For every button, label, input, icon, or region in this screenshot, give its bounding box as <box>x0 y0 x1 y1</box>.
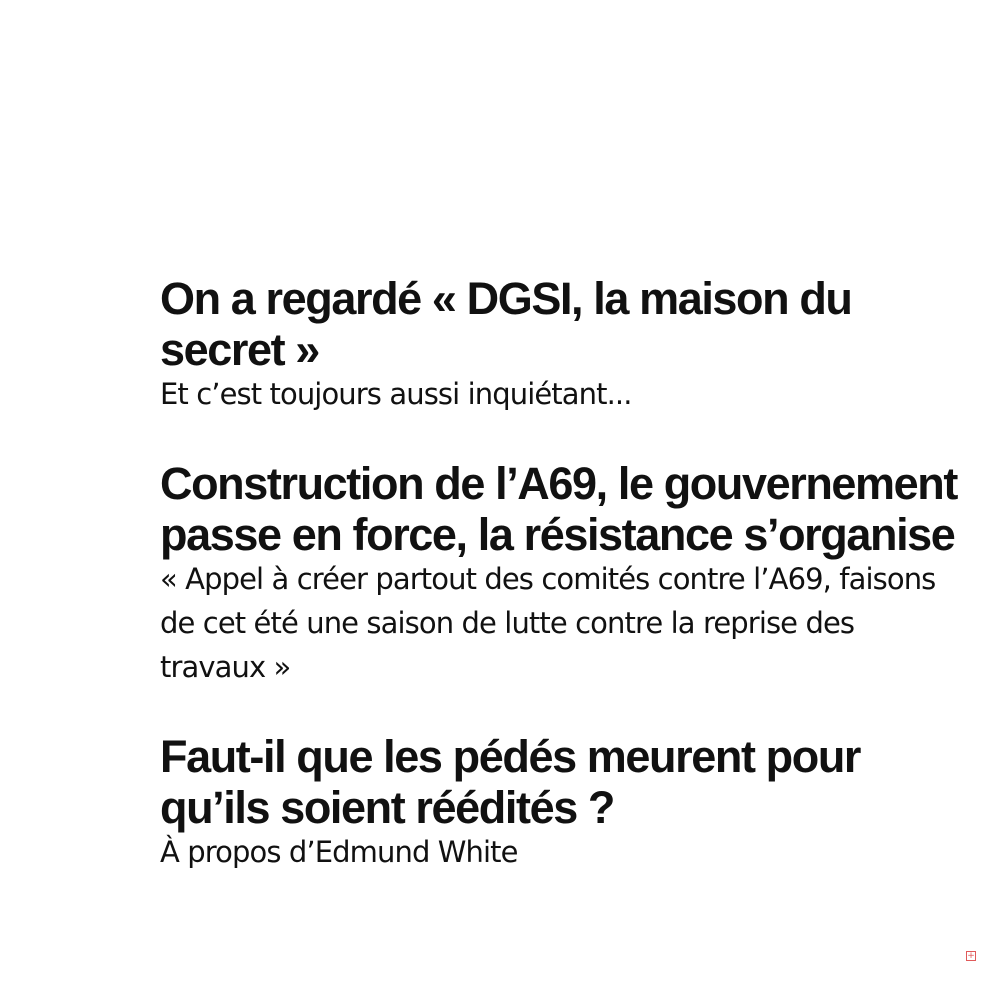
article-subtitle: À propos d’Edmund White <box>160 835 518 869</box>
expand-icon[interactable]: + <box>967 951 975 961</box>
article-item[interactable] <box>160 273 960 416</box>
article-title[interactable]: Construction de l’A69, le gouvernement passe en force, la résistance s’organise <box>160 458 957 560</box>
article-item[interactable] <box>160 458 960 689</box>
article-item[interactable] <box>160 731 960 874</box>
article-title[interactable]: On a regardé « DGSI, la maison du secret » <box>160 273 852 375</box>
article-title[interactable]: Faut-il que les pédés meurent pour qu’ils soient réédités ? <box>160 731 861 833</box>
article-subtitle: « Appel à créer partout des comités contre l’A69, faisons de cet été une saison de lutte contre la reprise des travaux » <box>160 562 936 684</box>
article-list <box>160 273 960 874</box>
article-subtitle: Et c’est toujours aussi inquiétant... <box>160 377 632 411</box>
